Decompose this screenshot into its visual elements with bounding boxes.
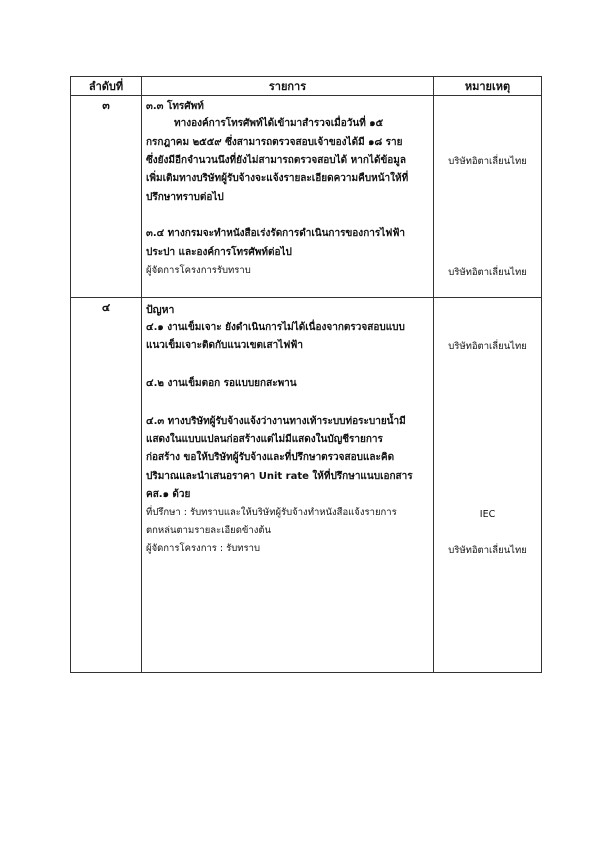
row3-remark-2: บริษัทอิตาเลี่ยนไทย bbox=[448, 267, 527, 278]
header-remarks: หมายเหตุ bbox=[434, 77, 542, 96]
table-row-3 bbox=[71, 96, 542, 298]
row3-items bbox=[142, 96, 434, 298]
row4-remark-1: บริษัทอิตาเลี่ยนไทย bbox=[448, 341, 527, 352]
item-3-3-title: ๓.๓ โทรศัพท์ bbox=[146, 101, 204, 112]
item-3-3-line5: ปรึกษาทราบต่อไป bbox=[146, 192, 224, 203]
item-3-3-line1: ทางองค์การโทรศัพท์ได้เข้ามาสำรวจเมื่อวันที่ ๑๕ bbox=[174, 118, 384, 129]
item-4-3-line3: ก่อสร้าง ขอให้บริษัทผู้รับจ้างและที่ปรึกษาตรวจสอบและคิด bbox=[146, 452, 395, 463]
header-seq: ลำดับที่ bbox=[71, 77, 142, 96]
row3-pm-note: ผู้จัดการโครงการรับทราบ bbox=[146, 265, 251, 276]
row3-remark-1: บริษัทอิตาเลี่ยนไทย bbox=[448, 156, 527, 167]
header-row bbox=[71, 77, 542, 96]
item-4-3-line4: ปริมาณและนำเสนอราคา Unit rate ให้ที่ปรึกษาแนบเอกสาร bbox=[146, 471, 413, 482]
row4-remarks bbox=[434, 298, 542, 673]
row3-seq: ๓ bbox=[71, 96, 142, 298]
item-3-4-line1: ๓.๔ ทางกรมจะทำหนังสือเร่งรัดการดำเนินการของการไฟฟ้า bbox=[146, 228, 406, 239]
row4-remark-3: บริษัทอิตาเลี่ยนไทย bbox=[448, 545, 527, 556]
item-4-3-line1: ๔.๓ ทางบริษัทผู้รับจ้างแจ้งว่างานทางเท้าระบบท่อระบายน้ำมี bbox=[146, 416, 406, 427]
item-4-3-line2: แสดงในแบบแปลนก่อสร้างแต่ไม่มีแสดงในบัญชีรายการ bbox=[146, 434, 383, 445]
item-3-3-line3: ซึ่งยังมีอีกจำนวนนึงที่ยังไม่สามารถตรวจสอบได้ หากได้ข้อมูล bbox=[146, 155, 406, 166]
row4-remark-2: IEC bbox=[479, 509, 496, 520]
item-4-1-line2: แนวเข็มเจาะติดกับแนวเขตเสาไฟฟ้า bbox=[146, 340, 303, 351]
item-4-1-line1: ๔.๑ งานเข็มเจาะ ยังดำเนินการไม่ได้เนื่องจากตรวจสอบแบบ bbox=[146, 322, 405, 333]
problem-heading: ปัญหา bbox=[146, 304, 175, 316]
row4-items bbox=[142, 298, 434, 673]
item-4-3-line5: คส.๑ ด้วย bbox=[146, 489, 191, 500]
consultant-note-line2: ตกหล่นตามรายละเอียดข้างต้น bbox=[146, 525, 272, 536]
header-items: รายการ bbox=[142, 77, 434, 96]
item-3-3-line4: เพิ่มเติมทางบริษัทผู้รับจ้างจะแจ้งรายละเอียดความคืบหน้าให้ที่ bbox=[146, 173, 409, 184]
consultant-note-line1: ที่ปรึกษา : รับทราบและให้บริษัทผู้รับจ้างทำหนังสือแจ้งรายการ bbox=[146, 507, 397, 518]
item-3-3-line2: กรกฎาคม ๒๕๕๙ ซึ่งสามารถตรวจสอบเจ้าของได้มี ๑๘ ราย bbox=[146, 137, 403, 148]
item-3-4-line2: ประปา และองค์การโทรศัพท์ต่อไป bbox=[146, 247, 292, 258]
table-row-4 bbox=[71, 298, 542, 673]
row3-remarks bbox=[434, 96, 542, 298]
minutes-table bbox=[70, 76, 542, 673]
row4-seq: ๔ bbox=[71, 298, 142, 673]
item-4-2-line1: ๔.๒ งานเข็มตอก รอแบบยกสะพาน bbox=[146, 378, 297, 389]
row4-pm-note: ผู้จัดการโครงการ : รับทราบ bbox=[146, 543, 260, 554]
